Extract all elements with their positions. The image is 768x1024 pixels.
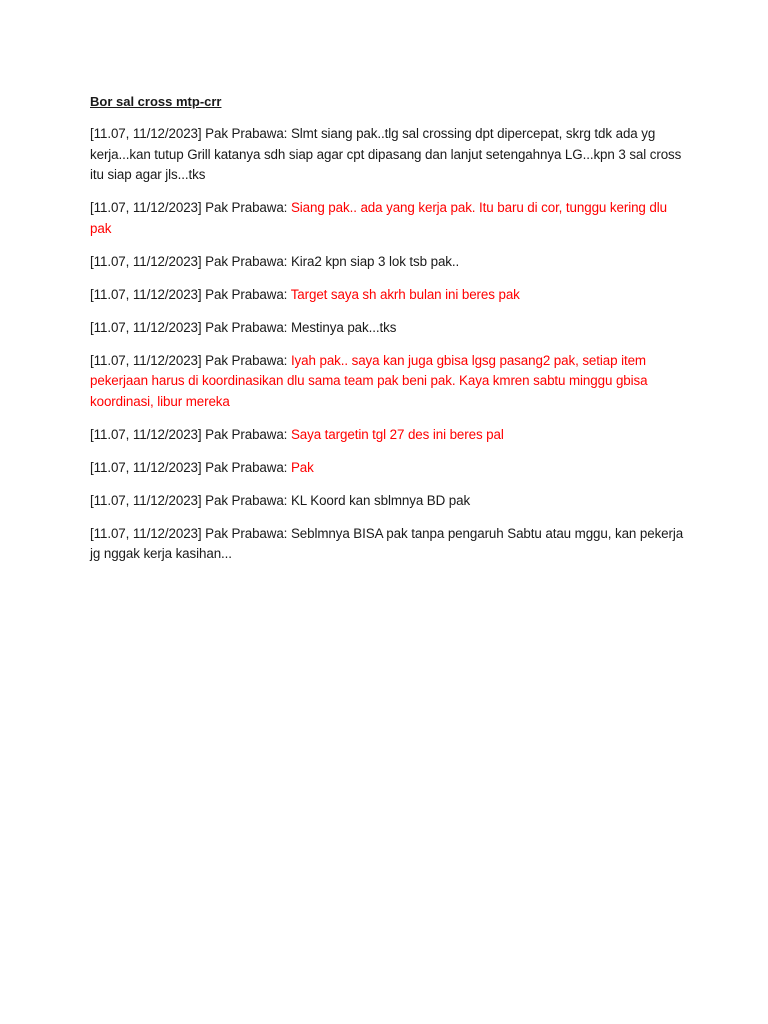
- message-prefix: [11.07, 11/12/2023] Pak Prabawa:: [90, 200, 291, 215]
- message-text-reply: Iyah pak.. saya kan juga gbisa lgsg pasang2 pak, setiap item pekerjaan harus di koordinasikan dlu sama team pak beni pak. Kaya kmren sabtu minggu gbisa koordinasi, libur mereka: [90, 352, 648, 409]
- message-text: Kira2 kpn siap 3 lok tsb pak..: [290, 253, 460, 269]
- message-line: [90, 458, 690, 479]
- message-prefix: [11.07, 11/12/2023] Pak Prabawa:: [90, 492, 291, 508]
- document-title: Bor sal cross mtp-crr: [90, 94, 222, 109]
- message-line: [90, 524, 690, 565]
- message-prefix: [11.07, 11/12/2023] Pak Prabawa:: [90, 286, 291, 302]
- message-line: [90, 351, 690, 413]
- message-line: [90, 198, 690, 239]
- message-prefix: [11.07, 11/12/2023] Pak Prabawa:: [90, 126, 291, 141]
- message-text-reply: Siang pak.. ada yang kerja pak. Itu baru di cor, tunggu kering dlu pak: [90, 200, 667, 236]
- message-prefix: [11.07, 11/12/2023] Pak Prabawa:: [90, 253, 291, 269]
- message-prefix: [11.07, 11/12/2023] Pak Prabawa:: [90, 352, 291, 368]
- message-text-reply: Saya targetin tgl 27 des ini beres pal: [290, 426, 504, 442]
- message-text-reply: Pak: [290, 459, 314, 475]
- message-text: Seblmnya BISA pak tanpa pengaruh Sabtu atau mggu, kan pekerja jg nggak kerja kasihan...: [90, 525, 684, 561]
- message-line: [90, 425, 690, 446]
- message-prefix: [11.07, 11/12/2023] Pak Prabawa:: [90, 459, 291, 475]
- message-line: [90, 491, 690, 512]
- message-text-reply: Target saya sh akrh bulan ini beres pak: [290, 286, 520, 302]
- message-text: Mestinya pak...tks: [290, 319, 397, 335]
- document-page: [90, 92, 690, 577]
- message-line: [90, 318, 690, 339]
- message-prefix: [11.07, 11/12/2023] Pak Prabawa:: [90, 525, 291, 541]
- message-prefix: [11.07, 11/12/2023] Pak Prabawa:: [90, 319, 291, 335]
- message-text: Slmt siang pak..tlg sal crossing dpt dipercepat, skrg tdk ada yg kerja...kan tutup Grill katanya sdh siap agar cpt dipasang dan lanjut setengahnya LG...kpn 3 sal cross itu siap agar jls...tks: [90, 126, 682, 182]
- message-line: [90, 124, 690, 186]
- message-line: [90, 252, 690, 273]
- message-prefix: [11.07, 11/12/2023] Pak Prabawa:: [90, 426, 291, 442]
- message-line: [90, 285, 690, 306]
- message-text: KL Koord kan sblmnya BD pak: [290, 492, 471, 508]
